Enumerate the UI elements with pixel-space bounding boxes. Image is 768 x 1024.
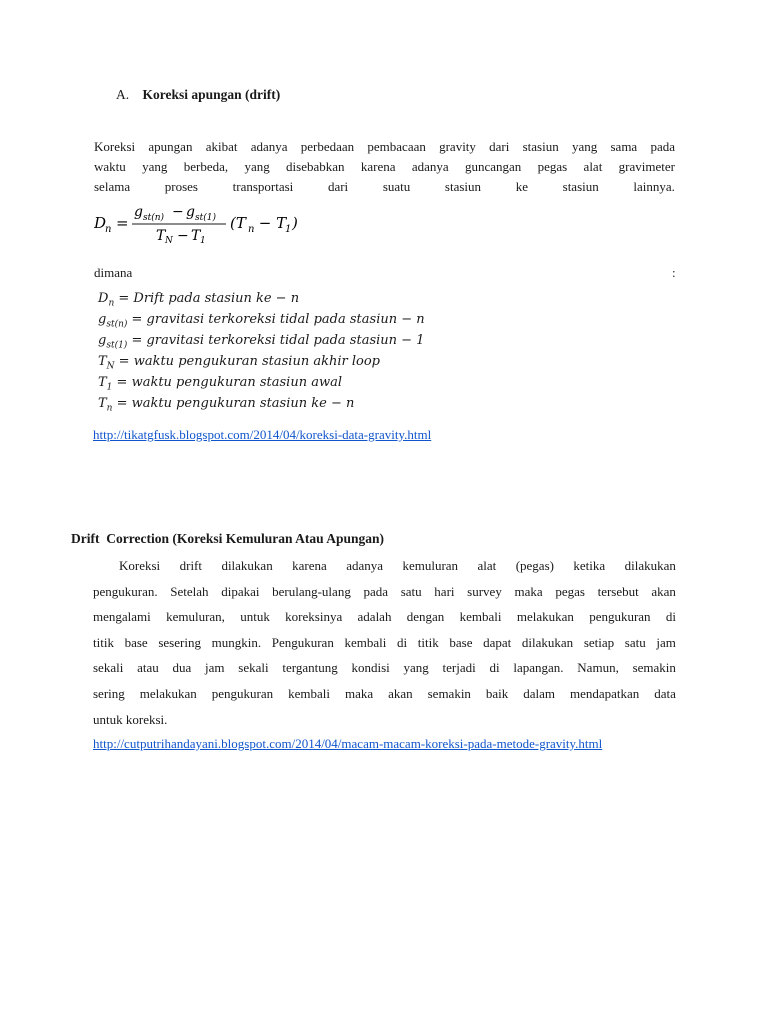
definition-row <box>98 288 425 309</box>
paragraph-word: (pegas) <box>515 558 554 573</box>
paragraph-word: hari <box>434 583 455 599</box>
definition-subscript: 1 <box>106 382 113 393</box>
formula-num-b-sub: st(1) <box>195 213 216 223</box>
formula-minus: − <box>172 204 184 220</box>
paragraph-word: selama <box>94 179 131 194</box>
paragraph-line <box>93 681 676 707</box>
paragraph-word: yang <box>244 159 270 174</box>
paragraph-word: pengukuran <box>211 685 274 701</box>
paragraph-word: akibat <box>205 139 238 154</box>
paragraph-word: dua <box>172 660 192 676</box>
paragraph-word: gravimeter <box>618 159 675 174</box>
paragraph-word: untuk <box>240 609 270 625</box>
paragraph-word: kembali <box>288 685 330 701</box>
paragraph-word: Namun, <box>577 660 619 676</box>
definition-symbol: g <box>98 333 107 348</box>
section-a-heading <box>116 87 280 103</box>
paragraph-word: kembali <box>459 609 502 625</box>
paragraph-word: sama <box>610 139 638 154</box>
formula-factor-end: ) <box>292 214 298 232</box>
paragraph-word: apungan <box>148 139 193 154</box>
paragraph-word: survey <box>467 583 502 599</box>
paragraph-word: stasiun <box>562 179 599 194</box>
paragraph-word: pengukuran. <box>93 583 158 599</box>
formula-lhs-sub: n <box>105 224 112 235</box>
paragraph-word: base <box>124 634 148 650</box>
paragraph-word: lapangan. <box>513 660 564 676</box>
paragraph-word: Koreksi <box>119 558 161 573</box>
definition-text: = waktu pengukuran stasiun ke − n <box>112 396 355 411</box>
section-b-paragraph <box>93 553 676 732</box>
paragraph-word: Pengukuran <box>271 634 334 650</box>
paragraph-word: di <box>665 609 676 625</box>
definition-subscript: n <box>108 298 115 309</box>
source-link-2[interactable]: http://cutputrihandayani.blogspot.com/2014/04/macam-macam-koreksi-pada-metode-gravity.html <box>93 736 603 751</box>
paragraph-word: koreksinya <box>285 609 343 625</box>
paragraph-word: dari <box>327 179 349 194</box>
definition-subscript: st(1) <box>106 340 128 351</box>
paragraph-word: kemuluran <box>402 558 459 573</box>
definition-text: = waktu pengukuran stasiun awal <box>112 375 342 390</box>
section-a-title: Koreksi apungan (drift) <box>142 87 281 102</box>
paragraph-word: tersebut <box>597 583 639 599</box>
svg-text:=: = <box>116 214 129 232</box>
paragraph-word: drift <box>179 558 202 573</box>
definition-text: = gravitasi terkoreksi tidal pada stasiun − 1 <box>127 333 425 348</box>
definition-row <box>98 372 425 393</box>
paragraph-word: untuk koreksi. <box>93 711 168 727</box>
paragraph-line <box>93 707 676 733</box>
paragraph-word: pembacaan <box>367 139 426 154</box>
paragraph-line <box>93 655 676 681</box>
paragraph-word: adanya <box>250 139 288 154</box>
definition-symbol: T <box>98 375 107 390</box>
paragraph-word: di <box>397 634 408 650</box>
paragraph-word: sekali <box>238 660 269 676</box>
formula-den-a: T <box>156 228 166 244</box>
paragraph-word: guncangan <box>464 159 522 174</box>
paragraph-word: mengalami <box>93 609 151 625</box>
source-link-1[interactable]: http://tikatgfusk.blogspot.com/2014/04/koreksi-data-gravity.html <box>93 427 432 442</box>
paragraph-word: tergantung <box>282 660 338 676</box>
paragraph-word: berbeda, <box>183 159 229 174</box>
paragraph-word: terjadi <box>442 660 476 676</box>
formula-den-b: T <box>191 228 201 244</box>
paragraph-word: yang <box>571 139 598 154</box>
paragraph-word: di <box>489 660 500 676</box>
paragraph-word: setiap <box>583 634 615 650</box>
paragraph-word: Setelah <box>170 583 209 599</box>
paragraph-word: baik <box>485 685 509 701</box>
paragraph-word: gravity <box>439 139 476 154</box>
formula-den-minus: − <box>177 228 189 244</box>
paragraph-word: sekali <box>93 660 124 676</box>
formula-num-b: g <box>186 204 195 220</box>
paragraph-word: alat <box>477 558 497 573</box>
paragraph-word: semakin <box>632 660 676 676</box>
formula-den-a-sub: N <box>165 236 173 244</box>
drift-formula-svg <box>94 202 304 244</box>
definition-row <box>98 330 425 351</box>
paragraph-line <box>93 604 676 630</box>
paragraph-word: dilakukan <box>624 558 676 573</box>
section-a-letter: A. <box>116 87 130 102</box>
paragraph-word: perbedaan <box>300 139 355 154</box>
paragraph-word: berulang-ulang <box>272 583 351 599</box>
paragraph-word: pada <box>363 583 389 599</box>
paragraph-word: suatu <box>382 179 411 194</box>
definition-row <box>98 393 425 414</box>
paragraph-word: pada <box>650 139 675 154</box>
paragraph-word: kondisi <box>351 660 390 676</box>
paragraph-word: yang <box>403 660 429 676</box>
definition-subscript: N <box>106 361 115 372</box>
paragraph-word: melakukan <box>139 685 197 701</box>
formula-factor-sub-a: n <box>248 224 255 235</box>
paragraph-word: Koreksi <box>94 139 136 154</box>
paragraph-word: jam <box>205 660 225 676</box>
definition-symbol: D <box>98 291 109 306</box>
definition-list <box>98 288 425 414</box>
paragraph-word: transportasi <box>232 179 294 194</box>
paragraph-word: pegas <box>555 583 585 599</box>
paragraph-word: mungkin. <box>211 634 262 650</box>
paragraph-word: atau <box>137 660 159 676</box>
paragraph-word: yang <box>142 159 168 174</box>
paragraph-word: waktu <box>94 159 126 174</box>
paragraph-word: satu <box>624 634 646 650</box>
section-a-paragraph <box>94 137 675 197</box>
paragraph-word: dalam <box>523 685 556 701</box>
paragraph-word: dilakukan <box>221 558 273 573</box>
formula-lhs: D <box>94 214 107 232</box>
definition-text: = Drift pada stasiun ke − n <box>114 291 300 306</box>
paragraph-word: adanya <box>346 558 384 573</box>
paragraph-line <box>93 579 676 605</box>
definition-text: = gravitasi terkoreksi tidal pada stasiun − n <box>127 312 425 327</box>
definition-row <box>98 351 425 372</box>
formula-den-b-sub: 1 <box>200 236 206 244</box>
paragraph-word: pegas <box>537 159 568 174</box>
dimana-label: dimana <box>94 265 133 280</box>
paragraph-word: dilakukan <box>521 634 574 650</box>
paragraph-word: dapat <box>483 634 512 650</box>
paragraph-word: proses <box>164 179 198 194</box>
definition-subscript: st(n) <box>106 319 128 330</box>
paragraph-word: alat <box>583 159 603 174</box>
paragraph-line <box>94 177 675 197</box>
dimana-colon: : <box>672 265 676 280</box>
paragraph-word: maka <box>344 685 374 701</box>
paragraph-word: titik <box>93 634 114 650</box>
paragraph-line <box>94 157 675 177</box>
paragraph-word: titik <box>417 634 439 650</box>
paragraph-word: maka <box>514 583 543 599</box>
paragraph-word: base <box>449 634 473 650</box>
paragraph-word: stasiun <box>522 139 559 154</box>
paragraph-word: karena <box>292 558 327 573</box>
paragraph-word: kembali <box>344 634 387 650</box>
paragraph-word: data <box>654 685 676 701</box>
paragraph-line <box>93 553 676 579</box>
paragraph-word: ke <box>515 179 528 194</box>
paragraph-word: disebabkan <box>286 159 345 174</box>
formula-factor-mid: − T <box>254 214 287 232</box>
paragraph-word: karena <box>360 159 396 174</box>
definition-symbol: T <box>98 396 107 411</box>
definition-subscript: n <box>106 403 113 414</box>
formula-factor: (T <box>230 214 246 232</box>
drift-formula <box>94 202 304 244</box>
paragraph-word: lainnya. <box>633 179 675 194</box>
paragraph-word: dengan <box>406 609 445 625</box>
section-b-heading: Drift Correction (Koreksi Kemuluran Atau Apungan) <box>71 531 385 546</box>
paragraph-word: jam <box>656 634 676 650</box>
paragraph-word: ketika <box>573 558 606 573</box>
formula-num-a: g <box>134 204 143 220</box>
formula-num-a-sub: st(n) <box>143 213 165 223</box>
definition-symbol: g <box>98 312 107 327</box>
paragraph-word: pengukuran <box>589 609 651 625</box>
paragraph-word: kemuluran, <box>166 609 225 625</box>
paragraph-word: adanya <box>411 159 449 174</box>
paragraph-word: mendapatkan <box>570 685 640 701</box>
paragraph-word: stasiun <box>444 179 482 194</box>
paragraph-word: dari <box>489 139 510 154</box>
definition-symbol: T <box>98 354 107 369</box>
paragraph-line <box>94 137 675 157</box>
paragraph-word: dipakai <box>221 583 260 599</box>
formula-factor-sub-b: 1 <box>285 224 292 235</box>
paragraph-word: sering <box>93 685 125 701</box>
paragraph-word: semakin <box>427 685 471 701</box>
paragraph-word: satu <box>400 583 422 599</box>
paragraph-word: adalah <box>357 609 392 625</box>
paragraph-word: sesering <box>158 634 201 650</box>
paragraph-word: akan <box>651 583 676 599</box>
definition-text: = waktu pengukuran stasiun akhir loop <box>114 354 380 369</box>
paragraph-word: melakukan <box>516 609 574 625</box>
definition-row <box>98 309 425 330</box>
paragraph-word: akan <box>388 685 413 701</box>
paragraph-line <box>93 630 676 656</box>
